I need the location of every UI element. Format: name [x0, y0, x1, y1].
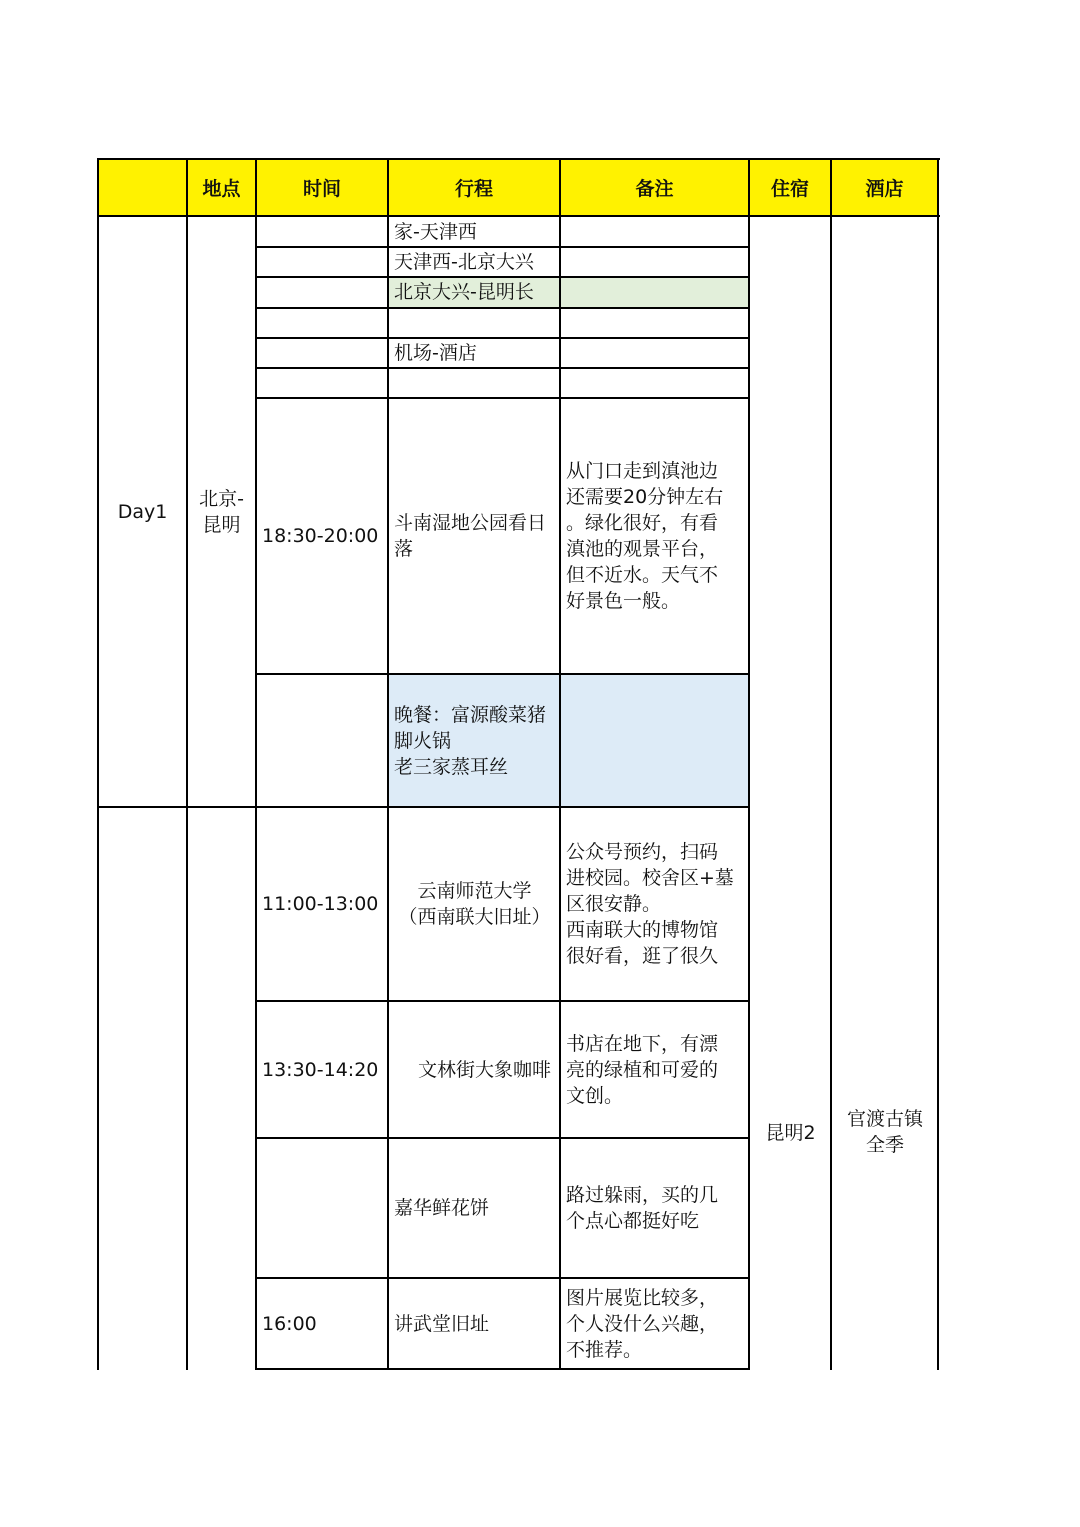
- day1-location: 北京- 昆明: [199, 487, 244, 536]
- day1-label: Day1: [117, 500, 168, 523]
- header-time: 时间: [256, 159, 388, 216]
- header-location: 地点: [187, 159, 256, 216]
- grid-line: [256, 276, 750, 278]
- grid-line: [937, 158, 939, 1370]
- grid-line: [256, 337, 750, 339]
- table-row-itinerary: 斗南湿地公园看日 落: [394, 512, 547, 560]
- header-lodging: 住宿: [749, 159, 831, 216]
- table-row-note: 公众号预约，扫码 进校园。校舍区+墓 区很安静。 西南联大的博物馆 很好看，逛了很久: [566, 841, 734, 967]
- header-hotel: 酒店: [831, 159, 938, 216]
- table-row-time: 18:30-20:00: [262, 525, 379, 547]
- table-row-time: 16:00: [262, 1312, 317, 1335]
- table-row-itinerary: 晚餐：富源酸菜猪 脚火锅 老三家蒸耳丝: [394, 703, 547, 778]
- table-row-itinerary: [389, 308, 560, 338]
- grid-line: [256, 1000, 750, 1002]
- table-row-note: 图片展览比较多， 个人没什么兴趣， 不推荐。: [566, 1286, 719, 1361]
- grid-line: [830, 158, 832, 1370]
- table-row-itinerary: 北京大兴-昆明长: [394, 281, 534, 303]
- table-row-time: [257, 1139, 388, 1277]
- grid-line: [97, 158, 99, 1370]
- grid-line: [559, 158, 561, 1370]
- header-blank: [98, 159, 187, 216]
- table-row-itinerary: [389, 368, 560, 398]
- table-row-itinerary: 机场-酒店: [394, 342, 477, 364]
- table-row-itinerary: 天津西-北京大兴: [394, 251, 534, 273]
- table-row-itinerary: 讲武堂旧址: [394, 1312, 490, 1335]
- grid-line: [387, 158, 389, 1370]
- table-row-note: 路过躲雨，买的几 个点心都挺好吃: [566, 1184, 719, 1232]
- table-row-itinerary: 家-天津西: [394, 221, 477, 243]
- header-itinerary: 行程: [388, 159, 560, 216]
- grid-line: [256, 397, 750, 399]
- grid-line: [255, 158, 257, 1370]
- grid-line: [97, 215, 940, 217]
- grid-line: [256, 367, 750, 369]
- grid-line: [256, 1277, 750, 1279]
- grid-line: [256, 1137, 750, 1139]
- table-row-time: 11:00-13:00: [262, 893, 379, 915]
- table-row-time: 13:30-14:20: [262, 1058, 379, 1081]
- grid-line: [748, 158, 750, 1370]
- grid-line: [186, 158, 188, 1370]
- header-notes: 备注: [560, 159, 749, 216]
- table-row-itinerary: 云南师范大学 （西南联大旧址）: [398, 880, 551, 928]
- grid-line: [97, 806, 750, 808]
- table-row-note: 书店在地下，有漂 亮的绿植和可爱的 文创。: [566, 1032, 719, 1107]
- grid-line: [256, 673, 750, 675]
- grid-line: [97, 158, 940, 160]
- grid-line: [256, 1368, 750, 1370]
- table-row-itinerary: 文林街大象咖啡: [417, 1058, 551, 1081]
- lodging-value: 昆明2: [765, 1122, 816, 1144]
- grid-line: [256, 307, 750, 309]
- table-row-note: 从门口走到滇池边 还需要20分钟左右 。绿化很好，有看 滇池的观景平台， 但不近水。天气不 好景色一般。: [566, 460, 724, 612]
- table-row-itinerary: 嘉华鲜花饼: [394, 1197, 490, 1219]
- grid-line: [256, 246, 750, 248]
- hotel-value: 官渡古镇 全季: [846, 1108, 923, 1156]
